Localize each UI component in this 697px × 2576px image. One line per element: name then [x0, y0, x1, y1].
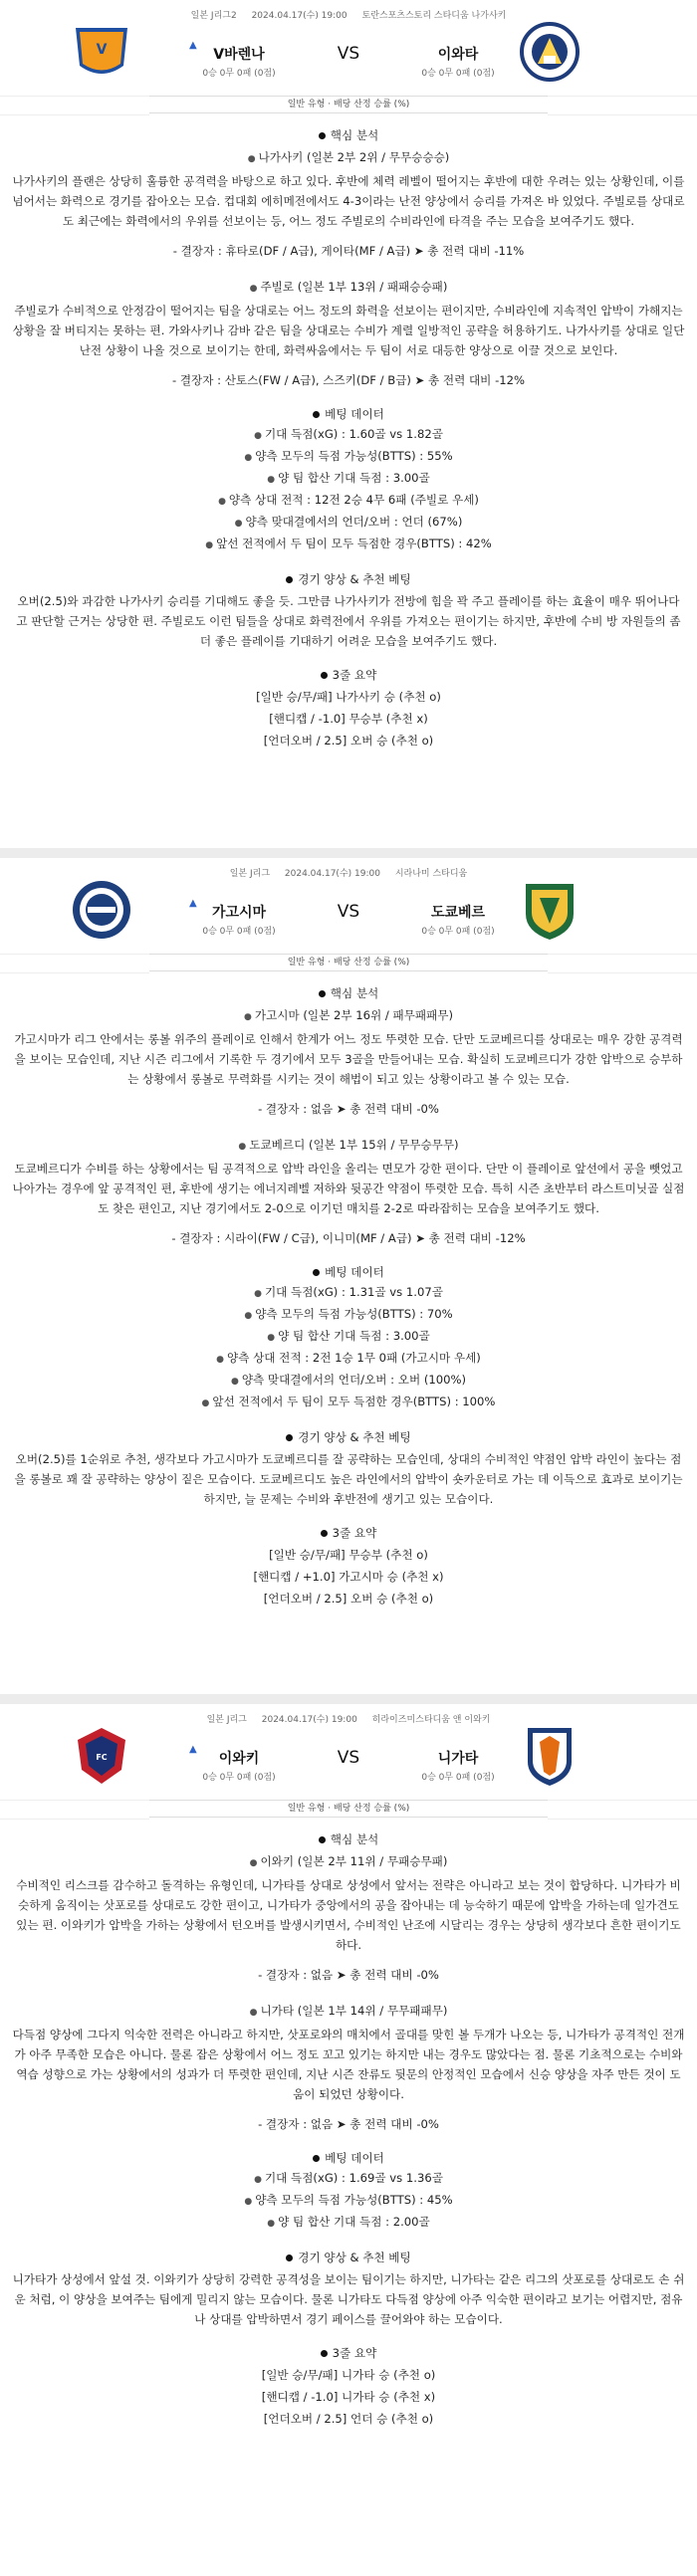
odds-ribbon: 일반 유형 · 배당 산정 승률 (%)	[149, 1800, 548, 1818]
away-absence: - 결장자 : 산토스(FW / A급), 스즈키(DF / B급) ➤ 총 전력 대비 -12%	[171, 373, 526, 387]
pick-line: [언더오버 / 2.5] 오버 승 (추천 o)	[263, 1592, 434, 1606]
match-card-3	[0, 1704, 697, 2576]
bullet-icon	[321, 672, 328, 679]
bullet-icon	[319, 132, 326, 139]
svg-text:V: V	[96, 42, 108, 58]
bullet-icon	[319, 1836, 326, 1843]
bullet-icon	[321, 1530, 328, 1537]
home-absence: - 결장자 : 휴타로(DF / A급), 게이타(MF / A급) ➤ 총 전력 대비 -11%	[172, 244, 525, 258]
pick-line: [핸디캡 / +1.0] 가고시마 승 (추천 x)	[253, 1570, 444, 1584]
section-title-outlook: 경기 양상 & 추천 베팅	[12, 569, 685, 589]
match-datetime: 2024.04.17(수) 19:00	[284, 869, 380, 879]
away-team-logo	[518, 878, 581, 942]
section-title-summary: 3줄 요약	[12, 665, 685, 685]
match-card-2	[0, 858, 697, 1704]
betting-line: ● 양측 모두의 득점 가능성(BTTS) : 70%	[12, 1304, 685, 1326]
ball-icon: ●	[254, 2175, 262, 2185]
svg-text:FC: FC	[96, 1753, 108, 1762]
vs-label: VS	[337, 44, 360, 64]
ball-icon: ●	[267, 475, 276, 485]
away-analysis-text: 도쿄베르디가 수비를 하는 상황에서는 팀 공격적으로 압박 라인을 올리는 면모가 강한 편이다. 단만 이 플레이로 앞선에서 공을 뺏었고 나아가는 경우에 앞 공격적인 편, 후반에 생기는 에너지레벨 저하와 뒷공간 약점이 뚜렷한 모습. 특히 시즌 초반부터 라스트미닛골 실점도 찾은 편인고, 지난 경기에서도 2-0으로 이기던 매치를 2-2로 따라잡히는 모습을 보여주기도 했다.	[12, 1162, 685, 1215]
ball-icon: ●	[244, 1012, 252, 1022]
bullet-icon	[321, 2350, 328, 2357]
home-analysis-text: 나가사키의 플랜은 상당히 훌륭한 공격력을 바탕으로 하고 있다. 후반에 체력 레벨이 떨어지는 후반에 대한 우려는 있는 상황인데, 이를 넘어서는 화력으로 경기를 잡아오는 모습. 컵대회 에히메전에서도 4-3이라는 난전 양상에서 승리를 가져온 바 있었다. 주빌로를 상대로도 최근에는 화력에서의 우위를 선보이는 등, 어느 정도 주빌로의 수비라인에 타격을 주는 모습을 보여주기도 했다.	[12, 174, 685, 228]
ball-icon: ●	[254, 431, 262, 441]
pick-line: [언더오버 / 2.5] 언더 승 (추천 o)	[263, 2412, 434, 2426]
analysis-body	[0, 977, 697, 1609]
home-analysis-text: 수비적인 리스크를 감수하고 돌격하는 유형인데, 니가타를 상대로 상성에서 앞서는 전략은 아니라고 보는 것이 합당하다. 니가타가 비슷하게 움직이는 삿포로를 상대로도 강한 편이고, 니가타가 중앙에서의 공을 잡아내는 데 능숙하기 때문에 압박을 가하는데 일가견도 있는 편. 이와키가 압박을 가하는 상황에서 턴오버를 발생시키면서, 수비적인 난조에 시달리는 경우는 상당히 생각보다 흔한 편이기도 하다.	[16, 1878, 681, 1952]
odds-ribbon: 일반 유형 · 배당 산정 승률 (%)	[149, 954, 548, 971]
away-team-logo	[518, 20, 581, 84]
league-label: 일본 J리그	[229, 869, 271, 879]
pick-line: [핸디캡 / -1.0] 니가타 승 (추천 x)	[261, 2390, 436, 2404]
betting-line: ● 양측 모두의 득점 가능성(BTTS) : 55%	[12, 446, 685, 468]
bullet-icon	[286, 2254, 293, 2261]
home-section-title: ● 가고시마 (일본 2부 16위 / 패무패패무)	[12, 1005, 685, 1027]
away-team-name: 도쿄베르	[430, 905, 486, 921]
away-analysis-text: 주빌로가 수비적으로 안정감이 떨어지는 팀을 상대로는 어느 정도의 화력을 선보이는 편이지만, 수비라인에 지속적인 압박이 가해지는 상황을 잘 버티지는 못하는 편. 가와사키나 감바 같은 팀을 상대로는 수비가 계렬 일방적인 공략을 허용하기도. 나가사키를 상대로 일단 난전 상황이 나올 것으로 보이기는 한데, 화력싸움에서는 두 팀이 서로 대등한 양상으로 이끌 것으로 보인다.	[12, 304, 685, 357]
ball-icon: ●	[267, 1333, 276, 1343]
home-analysis-text: 가고시마가 리그 안에서는 롱볼 위주의 플레이로 인해서 한계가 어느 정도 뚜렷한 모습. 단만 도쿄베르디를 상대로는 매우 강한 공격력을 보이는 모습인데, 지난 시즌 리그에서 기록한 두 경기에서 모두 3골을 만들어내는 모습. 확실히 도쿄베르디가 강한 압박으로 승부하는 상황에서 롱볼로 무력화를 시키는 것이 해법이 되고 있는 상황이라고 볼 수 있는 모습.	[14, 1032, 683, 1086]
venue-label: 시라나미 스타디움	[394, 869, 468, 879]
home-section-title: ● 나가사키 (일본 2부 2위 / 무무승승승)	[12, 147, 685, 169]
ball-icon: ●	[244, 1311, 253, 1321]
home-icon: ▲	[189, 40, 197, 51]
away-analysis-text: 다득점 양상에 그다지 익숙한 전력은 아니라고 하지만, 삿포로와의 매치에서 골대를 맞힌 볼 두개가 나오는 등, 니가타가 공격적인 전개가 아주 무족한 모습은 아니다. 물론 잡은 상황에서 어느 정도 꼬고 있기는 하지만 내는 경우도 많았다는 점. 물론 기초적으로는 수비와 역습 성향으로 가는 상황에서의 성과가 더 뚜렷한 편인데, 지난 시즌 잔류도 뒷문의 안정적인 모습에서 신승 양상을 자주 만든 것이 도움이 되었던 상황이다.	[12, 2028, 685, 2101]
away-team-record: 0승 0무 0패 (0점)	[421, 927, 495, 937]
ball-icon: ●	[249, 2008, 258, 2018]
section-title-betting: 베팅 데이터	[12, 2148, 685, 2168]
ball-icon: ●	[205, 540, 214, 550]
ball-icon: ●	[230, 1377, 239, 1387]
bullet-icon	[313, 411, 320, 418]
betting-line: ● 기대 득점(xG) : 1.69골 vs 1.36골	[12, 2168, 685, 2190]
home-team-logo	[70, 1724, 133, 1788]
away-team-record: 0승 0무 0패 (0점)	[421, 69, 495, 79]
section-title-outlook: 경기 양상 & 추천 베팅	[12, 1427, 685, 1447]
home-team-logo	[70, 20, 133, 84]
ball-icon: ●	[254, 1289, 262, 1299]
home-team-name: 가고시마	[211, 905, 267, 921]
outlook-text: 니가타가 상성에서 앞설 것. 이와키가 상당히 강력한 공격성을 보이는 팀이기는 하지만, 니가타는 같은 리그의 삿포로를 상대로도 손 쉬운 처럼, 이 양상을 보여주는 팀에게 밀리지 않는 모습이다. 물론 니가타도 다득점 양상에 아주 익숙한 편이라고 보기는 어렵지만, 점유나 상대를 압박하면서 경기 페이스를 끌어와야 하는 모습이다.	[12, 2272, 685, 2326]
match-header	[0, 0, 697, 119]
section-title-analysis: 핵심 분석	[12, 1829, 685, 1849]
away-section-title: ● 주빌로 (일본 1부 13위 / 패패승승패)	[12, 277, 685, 299]
league-label: 일본 J리그	[206, 1715, 247, 1725]
match-datetime: 2024.04.17(수) 19:00	[261, 1715, 357, 1725]
away-absence: - 결장자 : 시라이(FW / C급), 이니미(MF / A급) ➤ 총 전력 대비 -12%	[171, 1231, 526, 1245]
home-icon: ▲	[189, 898, 197, 909]
betting-line: ● 양측 상대 전적 : 12전 2승 4무 6패 (주빌로 우세)	[12, 490, 685, 512]
vs-label: VS	[337, 1748, 360, 1768]
pick-line: [언더오버 / 2.5] 오버 승 (추천 o)	[263, 734, 434, 748]
home-team-name: 이와키	[218, 1751, 260, 1767]
betting-line: ● 기대 득점(xG) : 1.60골 vs 1.82골	[12, 424, 685, 446]
section-title-summary: 3줄 요약	[12, 2343, 685, 2363]
league-label: 일본 J리그2	[190, 11, 237, 21]
home-team-record: 0승 0무 0패 (0점)	[202, 927, 276, 937]
bullet-icon	[313, 2155, 320, 2162]
away-team-logo	[518, 1724, 581, 1788]
ball-icon: ●	[244, 453, 253, 463]
match-header	[0, 858, 697, 977]
home-team-record: 0승 0무 0패 (0점)	[202, 69, 276, 79]
match-header	[0, 1704, 697, 1824]
bullet-icon	[313, 1269, 320, 1276]
away-team-record: 0승 0무 0패 (0점)	[421, 1773, 495, 1783]
ball-icon: ●	[249, 1858, 258, 1868]
ball-icon: ●	[247, 154, 256, 164]
betting-line: ● 양측 맞대결에서의 언더/오버 : 오버 (100%)	[12, 1370, 685, 1392]
betting-line: ● 앞선 전적에서 두 팀이 모두 득점한 경우(BTTS) : 42%	[12, 534, 685, 555]
away-absence: - 결장자 : 없음 ➤ 총 전력 대비 -0%	[258, 2117, 439, 2131]
section-title-betting: 베팅 데이터	[12, 1262, 685, 1282]
bullet-icon	[286, 576, 293, 583]
ball-icon: ●	[249, 284, 258, 294]
home-icon: ▲	[189, 1744, 197, 1755]
bullet-icon	[319, 990, 326, 997]
ball-icon: ●	[238, 1142, 247, 1152]
pick-line: [일반 승/무/패] 니가타 승 (추천 o)	[261, 2368, 436, 2382]
home-team-logo	[70, 878, 133, 942]
betting-line: ● 양 팀 합산 기대 득점 : 3.00골	[12, 468, 685, 490]
away-team-name: 니가타	[437, 1751, 479, 1767]
section-title-outlook: 경기 양상 & 추천 베팅	[12, 2248, 685, 2267]
ball-icon: ●	[234, 519, 243, 529]
analysis-body	[0, 1824, 697, 2429]
home-section-title: ● 이와키 (일본 2부 11위 / 무패승무패)	[12, 1851, 685, 1873]
betting-line: ● 양 팀 합산 기대 득점 : 3.00골	[12, 1326, 685, 1348]
home-absence: - 결장자 : 없음 ➤ 총 전력 대비 -0%	[258, 1968, 439, 1982]
outlook-text: 오버(2.5)와 과감한 나가사키 승리를 기대해도 좋을 듯. 그만큼 나가사키가 전방에 힘을 꽉 주고 플레이를 하는 효율이 매우 뛰어나다고 판단할 근거는 상당한 편. 주빌로도 이런 팀들을 상대로 화력전에서 우위를 가져오는 편이기는 하지만, 후반에 수비 방 자원들의 좀 더 좋은 플레이를 기대하기 어려운 모습을 보여주기도 했다.	[16, 594, 681, 648]
vs-label: VS	[337, 902, 360, 922]
ball-icon: ●	[201, 1398, 210, 1408]
match-card-1	[0, 0, 697, 858]
home-team-name: V바렌나	[213, 47, 265, 63]
betting-line: ● 양 팀 합산 기대 득점 : 2.00골	[12, 2212, 685, 2234]
betting-line: ● 양측 모두의 득점 가능성(BTTS) : 45%	[12, 2190, 685, 2212]
betting-line: ● 앞선 전적에서 두 팀이 모두 득점한 경우(BTTS) : 100%	[12, 1392, 685, 1413]
bullet-icon	[286, 1434, 293, 1441]
ball-icon: ●	[244, 2197, 253, 2207]
away-section-title: ● 도쿄베르디 (일본 1부 15위 / 무무승무무)	[12, 1135, 685, 1157]
betting-line: ● 양측 상대 전적 : 2전 1승 1무 0패 (가고시마 우세)	[12, 1348, 685, 1370]
betting-line: ● 기대 득점(xG) : 1.31골 vs 1.07골	[12, 1282, 685, 1304]
venue-label: 히라이즈미스타디움 앤 이와키	[371, 1715, 491, 1725]
odds-ribbon: 일반 유형 · 배당 산정 승률 (%)	[149, 96, 548, 113]
analysis-body	[0, 119, 697, 751]
away-section-title: ● 니가타 (일본 1부 14위 / 무무패패무)	[12, 2001, 685, 2023]
section-title-analysis: 핵심 분석	[12, 983, 685, 1003]
section-title-analysis: 핵심 분석	[12, 125, 685, 145]
ball-icon: ●	[218, 497, 226, 507]
home-absence: - 결장자 : 없음 ➤ 총 전력 대비 -0%	[258, 1102, 439, 1116]
venue-label: 토란스포츠스토리 스타디움 나가사키	[361, 11, 507, 21]
match-datetime: 2024.04.17(수) 19:00	[251, 11, 348, 21]
pick-line: [핸디캡 / -1.0] 무승부 (추천 x)	[269, 712, 428, 726]
home-team-record: 0승 0무 0패 (0점)	[202, 1773, 276, 1783]
section-title-summary: 3줄 요약	[12, 1523, 685, 1543]
ball-icon: ●	[267, 2219, 276, 2229]
away-team-name: 이와타	[437, 47, 479, 63]
betting-line: ● 양측 맞대결에서의 언더/오버 : 언더 (67%)	[12, 512, 685, 534]
pick-line: [일반 승/무/패] 무승부 (추천 o)	[269, 1548, 428, 1562]
section-title-betting: 베팅 데이터	[12, 404, 685, 424]
pick-line: [일반 승/무/패] 나가사키 승 (추천 o)	[256, 690, 441, 704]
ball-icon: ●	[216, 1355, 225, 1365]
outlook-text: 오버(2.5)를 1순위로 추천, 생각보다 가고시마가 도쿄베르디를 잘 공략하는 모습인데, 상대의 수비적인 약점인 압박 라인이 높다는 점을 롱볼로 꽤 잘 공략하는 양상이 짙은 모습이다. 도쿄베르디도 높은 라인에서의 압박이 숏카운터로 가는 데 이득으로 효과로 보이기는 하지만, 늘 문제는 수비와 후반전에 생기고 있는 모습이다.	[14, 1452, 683, 1506]
